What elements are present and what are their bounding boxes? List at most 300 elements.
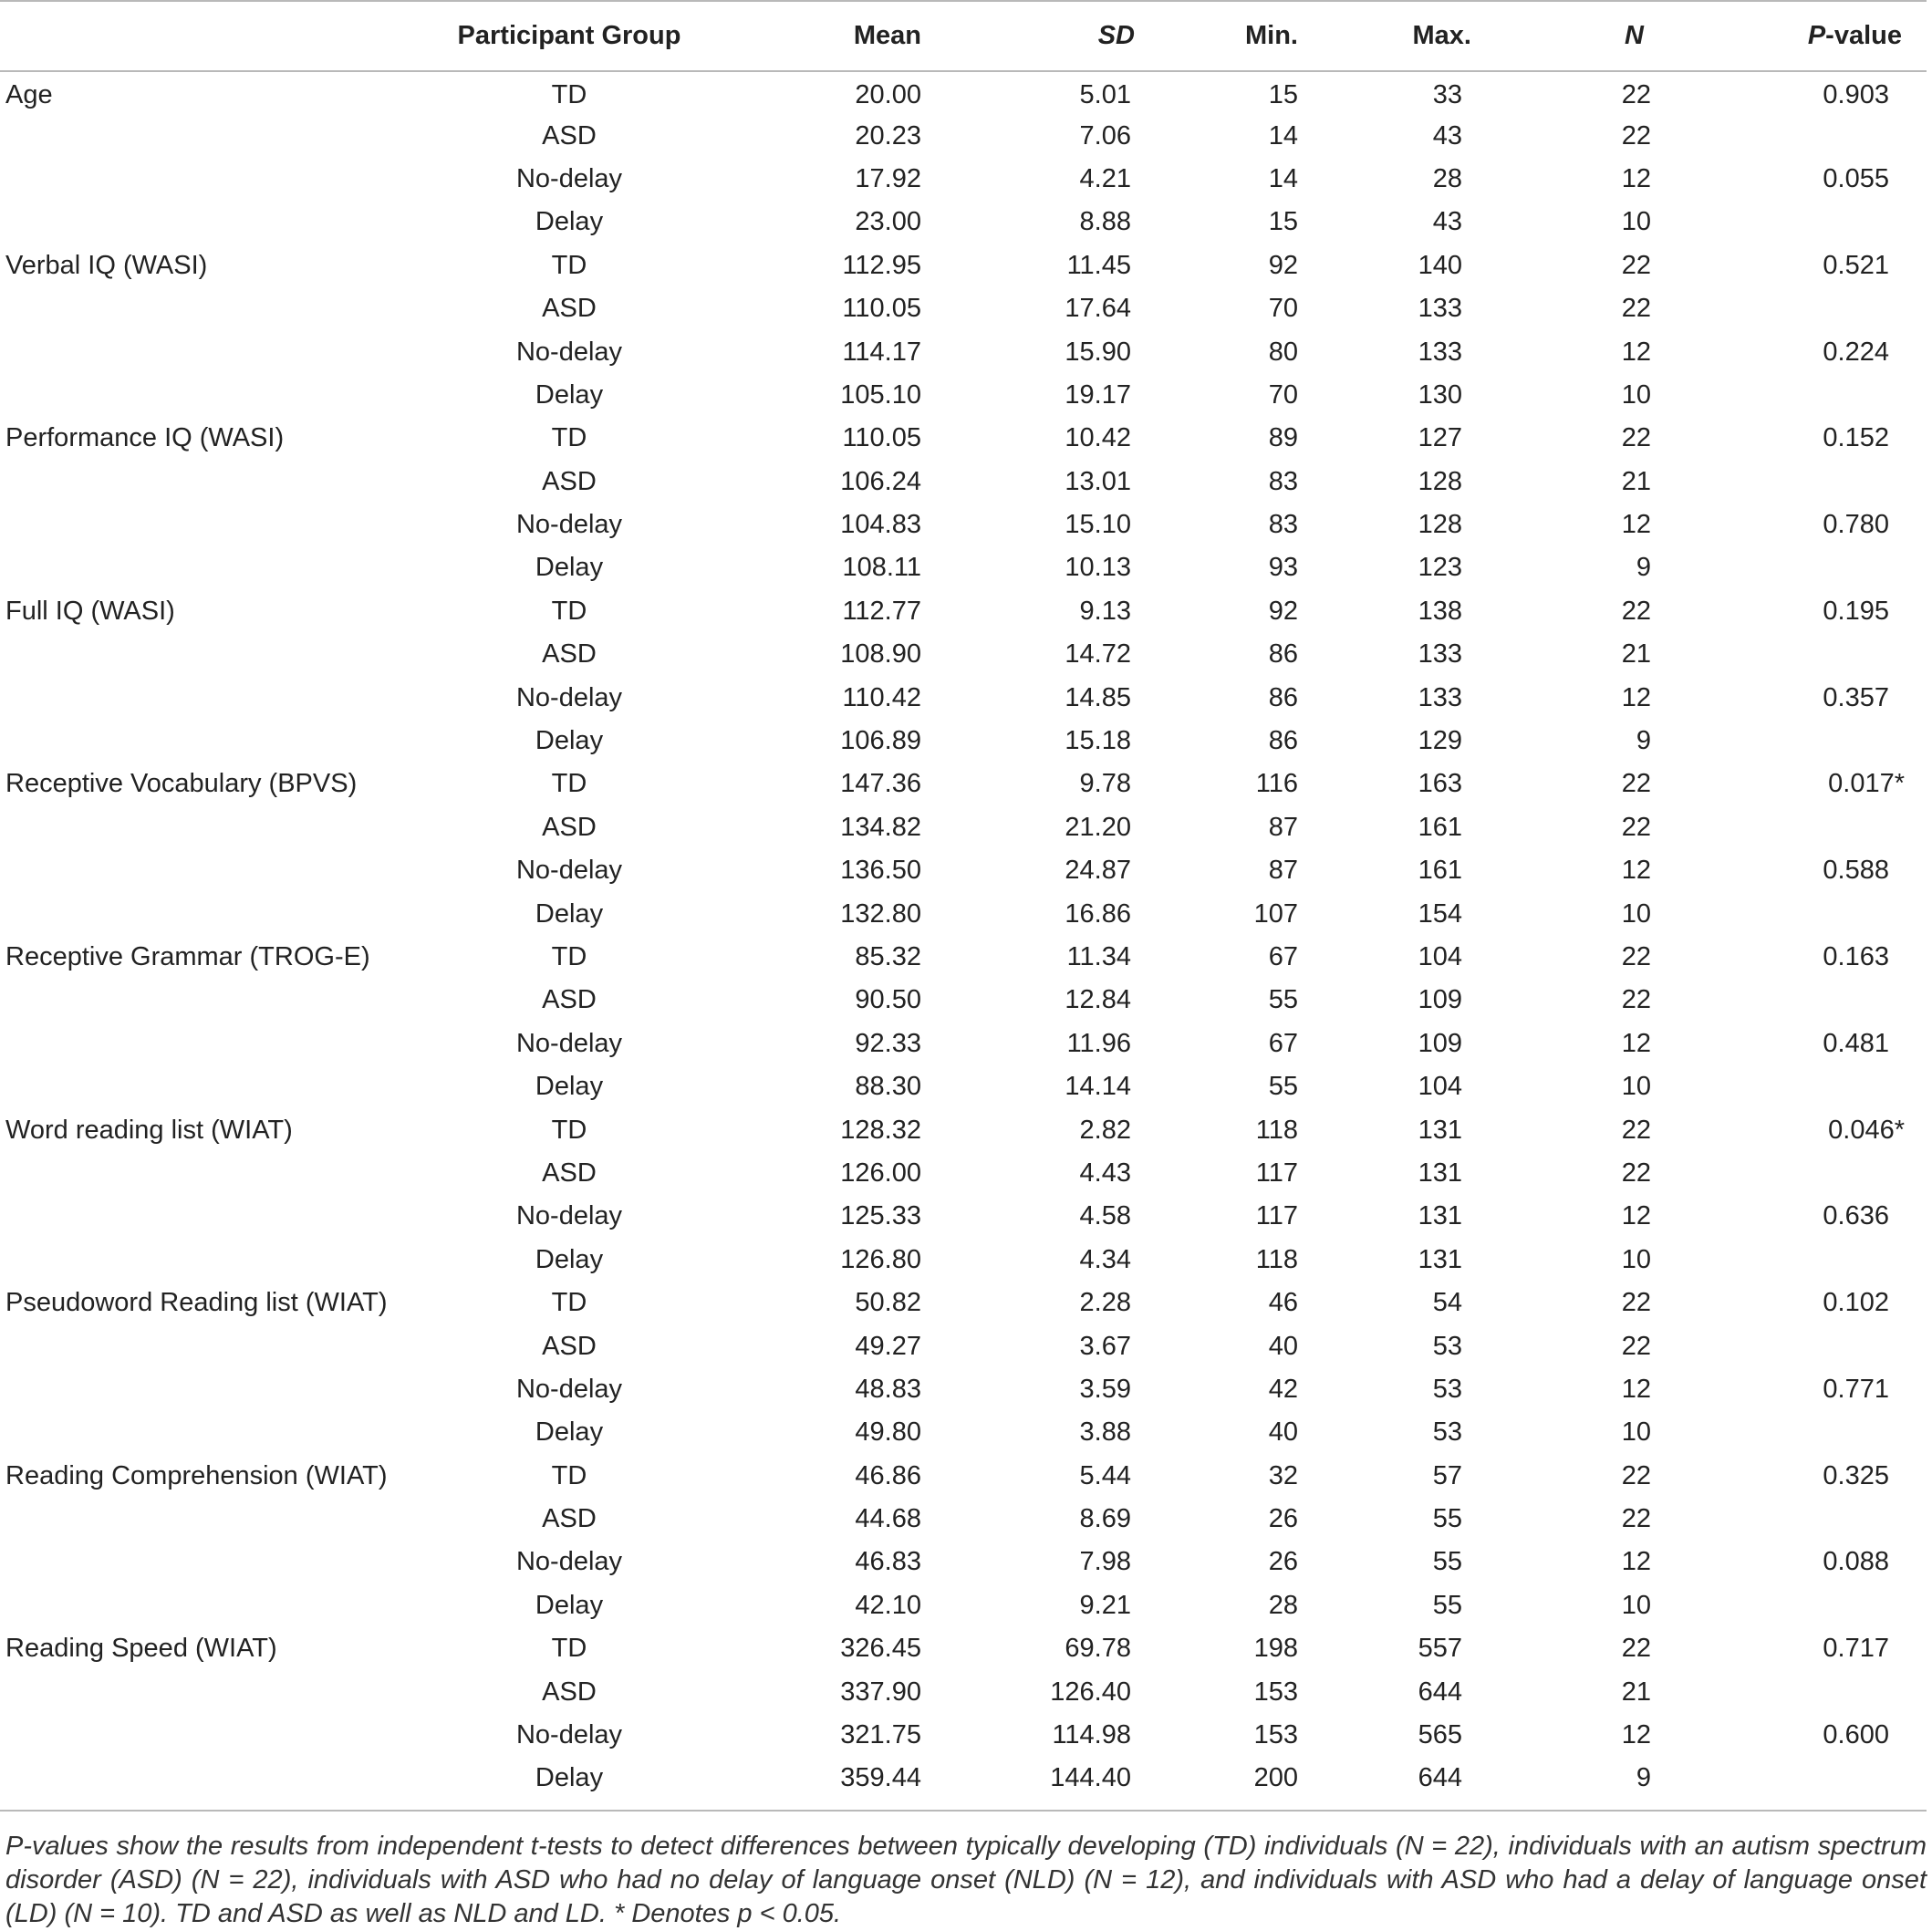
cell-participant-group: Delay bbox=[535, 1072, 604, 1102]
cell-mean: 110.05 bbox=[842, 294, 921, 324]
cell-max: 557 bbox=[1418, 1634, 1462, 1664]
cell-sd: 3.88 bbox=[1079, 1417, 1131, 1448]
table-row bbox=[0, 590, 1927, 633]
cell-sd: 4.43 bbox=[1079, 1158, 1131, 1188]
cell-p-value bbox=[1698, 1411, 1927, 1454]
table-row bbox=[0, 244, 1927, 287]
cell-min: 118 bbox=[1255, 1244, 1298, 1274]
cell-max: 644 bbox=[1418, 1763, 1462, 1793]
table-row bbox=[0, 1065, 1927, 1108]
table-body bbox=[0, 71, 1927, 1801]
cell-min: 32 bbox=[1268, 1460, 1298, 1490]
cell-max: 140 bbox=[1418, 250, 1462, 280]
cell-participant-group: Delay bbox=[535, 379, 604, 410]
table-row bbox=[0, 1455, 1927, 1498]
cell-sd: 15.10 bbox=[1065, 510, 1131, 540]
cell-p-value: 0.152 bbox=[1823, 423, 1889, 453]
cell-p-value: 0.780 bbox=[1823, 510, 1889, 540]
cell-max: 128 bbox=[1418, 466, 1462, 496]
cell-variable bbox=[0, 1195, 383, 1238]
cell-mean: 46.83 bbox=[855, 1547, 921, 1577]
cell-sd: 8.88 bbox=[1079, 207, 1131, 237]
table-row bbox=[0, 1324, 1927, 1367]
table-row bbox=[0, 417, 1927, 460]
cell-max: 138 bbox=[1418, 596, 1462, 626]
cell-mean: 46.86 bbox=[855, 1460, 921, 1490]
cell-max: 123 bbox=[1418, 553, 1462, 583]
cell-p-value bbox=[1698, 892, 1927, 935]
cell-sd: 4.34 bbox=[1079, 1244, 1131, 1274]
cell-p-value: 0.046* bbox=[1828, 1115, 1905, 1145]
table-row bbox=[0, 720, 1927, 763]
cell-sd: 3.59 bbox=[1079, 1374, 1131, 1404]
cell-sd: 2.28 bbox=[1079, 1288, 1131, 1318]
cell-p-value: 0.903 bbox=[1823, 79, 1889, 109]
cell-min: 83 bbox=[1268, 466, 1298, 496]
cell-participant-group: TD bbox=[551, 79, 587, 109]
cell-max: 161 bbox=[1418, 812, 1462, 842]
cell-participant-group: No-delay bbox=[515, 1028, 623, 1058]
cell-n: 22 bbox=[1621, 1158, 1651, 1188]
cell-max: 133 bbox=[1418, 639, 1462, 670]
cell-min: 107 bbox=[1253, 898, 1298, 929]
cell-mean: 108.11 bbox=[842, 553, 921, 583]
cell-participant-group: TD bbox=[551, 250, 587, 280]
cell-n: 10 bbox=[1621, 207, 1651, 237]
cell-min: 15 bbox=[1268, 79, 1298, 109]
cell-sd: 4.58 bbox=[1079, 1201, 1131, 1231]
cell-max: 154 bbox=[1418, 898, 1462, 929]
table-row bbox=[0, 1282, 1927, 1324]
cell-n: 22 bbox=[1621, 1634, 1651, 1664]
cell-participant-group: TD bbox=[551, 1460, 587, 1490]
cell-p-value: 0.088 bbox=[1823, 1547, 1889, 1577]
cell-max: 53 bbox=[1432, 1417, 1462, 1448]
cell-min: 86 bbox=[1268, 726, 1298, 756]
cell-p-value bbox=[1698, 1498, 1927, 1541]
cell-p-value: 0.325 bbox=[1823, 1460, 1889, 1490]
cell-variable: Age bbox=[5, 79, 53, 109]
cell-p-value: 0.163 bbox=[1823, 942, 1889, 971]
cell-participant-group: No-delay bbox=[515, 1201, 623, 1231]
cell-participant-group: No-delay bbox=[515, 1547, 623, 1577]
cell-variable bbox=[0, 1368, 383, 1411]
cell-mean: 17.92 bbox=[855, 163, 921, 193]
cell-min: 83 bbox=[1268, 510, 1298, 540]
cell-p-value bbox=[1698, 979, 1927, 1022]
header-row bbox=[0, 1, 1927, 71]
table-row bbox=[0, 676, 1927, 719]
cell-max: 53 bbox=[1432, 1331, 1462, 1361]
cell-participant-group: TD bbox=[551, 1634, 587, 1664]
header-min: Min. bbox=[1245, 21, 1298, 50]
cell-min: 92 bbox=[1268, 596, 1298, 626]
cell-mean: 337.90 bbox=[840, 1677, 921, 1707]
table-row bbox=[0, 504, 1927, 546]
cell-mean: 126.00 bbox=[840, 1158, 921, 1188]
cell-p-value: 0.636 bbox=[1823, 1201, 1889, 1231]
cell-min: 70 bbox=[1268, 379, 1298, 410]
cell-min: 42 bbox=[1268, 1374, 1298, 1404]
cell-n: 12 bbox=[1621, 1201, 1651, 1231]
cell-n: 10 bbox=[1621, 898, 1651, 929]
table-row bbox=[0, 1152, 1927, 1195]
cell-sd: 24.87 bbox=[1065, 856, 1131, 886]
table-row bbox=[0, 1411, 1927, 1454]
cell-min: 86 bbox=[1268, 639, 1298, 670]
cell-max: 109 bbox=[1418, 985, 1462, 1015]
cell-p-value bbox=[1698, 633, 1927, 676]
cell-min: 116 bbox=[1255, 769, 1298, 799]
table-row bbox=[0, 936, 1927, 979]
table-row bbox=[0, 1195, 1927, 1238]
cell-max: 131 bbox=[1418, 1201, 1462, 1231]
table-row bbox=[0, 1714, 1927, 1757]
header-p-suffix: -value bbox=[1825, 21, 1902, 50]
cell-participant-group: ASD bbox=[542, 466, 597, 496]
cell-variable bbox=[0, 849, 383, 892]
cell-n: 22 bbox=[1621, 423, 1651, 453]
table-row bbox=[0, 892, 1927, 935]
cell-max: 104 bbox=[1418, 1072, 1462, 1102]
cell-variable bbox=[0, 546, 383, 589]
cell-p-value bbox=[1698, 287, 1927, 330]
cell-mean: 44.68 bbox=[855, 1504, 921, 1534]
cell-p-value bbox=[1698, 201, 1927, 244]
cell-variable bbox=[0, 633, 383, 676]
cell-n: 22 bbox=[1621, 812, 1651, 842]
cell-participant-group: ASD bbox=[542, 1504, 597, 1534]
cell-max: 43 bbox=[1432, 207, 1462, 237]
cell-variable bbox=[0, 676, 383, 719]
table-row bbox=[0, 114, 1927, 157]
cell-variable bbox=[0, 806, 383, 849]
header-mean: Mean bbox=[853, 21, 921, 50]
table-row bbox=[0, 1239, 1927, 1282]
cell-p-value bbox=[1698, 1584, 1927, 1627]
cell-participant-group: No-delay bbox=[515, 163, 623, 193]
cell-mean: 90.50 bbox=[855, 985, 921, 1015]
cell-variable: Performance IQ (WASI) bbox=[5, 423, 285, 453]
cell-max: 131 bbox=[1418, 1244, 1462, 1274]
table-row bbox=[0, 461, 1927, 504]
header-p-value bbox=[1698, 1, 1927, 71]
cell-mean: 112.95 bbox=[842, 250, 921, 280]
cell-variable bbox=[0, 1498, 383, 1541]
cell-variable: Full IQ (WASI) bbox=[5, 596, 175, 626]
cell-participant-group: ASD bbox=[542, 1331, 597, 1361]
cell-max: 130 bbox=[1418, 379, 1462, 410]
cell-max: 133 bbox=[1418, 337, 1462, 367]
cell-n: 9 bbox=[1636, 553, 1651, 583]
table-row bbox=[0, 1498, 1927, 1541]
cell-variable bbox=[0, 461, 383, 504]
cell-sd: 17.64 bbox=[1065, 294, 1131, 324]
cell-mean: 20.00 bbox=[855, 79, 921, 109]
cell-min: 14 bbox=[1268, 163, 1298, 193]
cell-p-value: 0.588 bbox=[1823, 856, 1889, 886]
cell-mean: 321.75 bbox=[840, 1720, 921, 1750]
cell-min: 14 bbox=[1268, 120, 1298, 151]
cell-participant-group: TD bbox=[551, 1115, 587, 1145]
cell-n: 12 bbox=[1621, 337, 1651, 367]
cell-participant-group: Delay bbox=[535, 207, 604, 237]
cell-n: 22 bbox=[1621, 1331, 1651, 1361]
cell-min: 40 bbox=[1268, 1331, 1298, 1361]
cell-mean: 88.30 bbox=[855, 1072, 921, 1102]
cell-participant-group: No-delay bbox=[515, 682, 623, 712]
cell-participant-group: ASD bbox=[542, 812, 597, 842]
cell-n: 12 bbox=[1621, 1720, 1651, 1750]
cell-p-value: 0.717 bbox=[1823, 1634, 1889, 1664]
cell-mean: 134.82 bbox=[840, 812, 921, 842]
cell-min: 55 bbox=[1268, 985, 1298, 1015]
cell-variable bbox=[0, 330, 383, 373]
cell-p-value bbox=[1698, 1757, 1927, 1800]
cell-min: 26 bbox=[1268, 1547, 1298, 1577]
cell-participant-group: TD bbox=[551, 423, 587, 453]
table-row bbox=[0, 374, 1927, 417]
cell-n: 22 bbox=[1621, 985, 1651, 1015]
cell-variable bbox=[0, 1239, 383, 1282]
cell-max: 163 bbox=[1418, 769, 1462, 799]
cell-variable: Pseudoword Reading list (WIAT) bbox=[5, 1288, 388, 1318]
cell-participant-group: No-delay bbox=[515, 1720, 623, 1750]
table-header bbox=[0, 1, 1927, 71]
cell-p-value: 0.600 bbox=[1823, 1720, 1889, 1750]
cell-n: 10 bbox=[1621, 1590, 1651, 1620]
cell-p-value: 0.017* bbox=[1828, 769, 1905, 799]
cell-min: 93 bbox=[1268, 553, 1298, 583]
cell-n: 22 bbox=[1621, 769, 1651, 799]
header-n: N bbox=[1625, 21, 1644, 50]
cell-sd: 7.98 bbox=[1079, 1547, 1131, 1577]
cell-mean: 20.23 bbox=[855, 120, 921, 151]
cell-max: 55 bbox=[1432, 1504, 1462, 1534]
cell-sd: 144.40 bbox=[1050, 1763, 1131, 1793]
cell-sd: 15.90 bbox=[1065, 337, 1131, 367]
cell-max: 109 bbox=[1418, 1028, 1462, 1058]
cell-mean: 106.24 bbox=[840, 466, 921, 496]
cell-n: 22 bbox=[1621, 120, 1651, 151]
cell-mean: 92.33 bbox=[855, 1028, 921, 1058]
cell-participant-group: No-delay bbox=[515, 510, 623, 540]
cell-n: 22 bbox=[1621, 294, 1651, 324]
cell-participant-group: Delay bbox=[535, 1763, 604, 1793]
cell-min: 86 bbox=[1268, 682, 1298, 712]
cell-mean: 50.82 bbox=[855, 1288, 921, 1318]
cell-variable bbox=[0, 287, 383, 330]
cell-min: 118 bbox=[1255, 1115, 1298, 1145]
cell-participant-group: ASD bbox=[542, 639, 597, 670]
table-row bbox=[0, 1670, 1927, 1713]
cell-n: 12 bbox=[1621, 856, 1651, 886]
cell-variable bbox=[0, 504, 383, 546]
cell-mean: 136.50 bbox=[840, 856, 921, 886]
cell-p-value: 0.055 bbox=[1823, 163, 1889, 193]
cell-mean: 359.44 bbox=[840, 1763, 921, 1793]
cell-n: 10 bbox=[1621, 1072, 1651, 1102]
cell-min: 92 bbox=[1268, 250, 1298, 280]
cell-p-value bbox=[1698, 720, 1927, 763]
cell-p-value bbox=[1698, 1670, 1927, 1713]
cell-n: 22 bbox=[1621, 1460, 1651, 1490]
cell-variable bbox=[0, 892, 383, 935]
cell-min: 153 bbox=[1253, 1720, 1298, 1750]
cell-participant-group: ASD bbox=[542, 1677, 597, 1707]
cell-min: 87 bbox=[1268, 812, 1298, 842]
table-row bbox=[0, 330, 1927, 373]
cell-mean: 104.83 bbox=[840, 510, 921, 540]
table-row bbox=[0, 1757, 1927, 1800]
table-row bbox=[0, 849, 1927, 892]
cell-variable bbox=[0, 720, 383, 763]
cell-max: 161 bbox=[1418, 856, 1462, 886]
cell-variable: Reading Comprehension (WIAT) bbox=[5, 1460, 388, 1490]
cell-sd: 126.40 bbox=[1050, 1677, 1131, 1707]
cell-sd: 69.78 bbox=[1065, 1634, 1131, 1664]
cell-n: 21 bbox=[1621, 466, 1651, 496]
cell-max: 33 bbox=[1432, 79, 1462, 109]
cell-sd: 5.01 bbox=[1079, 79, 1131, 109]
cell-sd: 21.20 bbox=[1065, 812, 1131, 842]
cell-p-value: 0.481 bbox=[1823, 1028, 1889, 1058]
cell-min: 40 bbox=[1268, 1417, 1298, 1448]
cell-variable bbox=[0, 1152, 383, 1195]
cell-p-value bbox=[1698, 114, 1927, 157]
table-row bbox=[0, 158, 1927, 201]
cell-max: 28 bbox=[1432, 163, 1462, 193]
cell-variable bbox=[0, 158, 383, 201]
cell-p-value bbox=[1698, 1152, 1927, 1195]
cell-participant-group: Delay bbox=[535, 726, 604, 756]
cell-mean: 326.45 bbox=[840, 1634, 921, 1664]
cell-min: 70 bbox=[1268, 294, 1298, 324]
cell-sd: 3.67 bbox=[1079, 1331, 1131, 1361]
cell-variable bbox=[0, 1757, 383, 1800]
cell-n: 22 bbox=[1621, 250, 1651, 280]
cell-p-value bbox=[1698, 546, 1927, 589]
cell-min: 28 bbox=[1268, 1590, 1298, 1620]
cell-mean: 85.32 bbox=[855, 942, 921, 971]
cell-mean: 42.10 bbox=[855, 1590, 921, 1620]
cell-n: 10 bbox=[1621, 1244, 1651, 1274]
header-sd: SD bbox=[1097, 21, 1135, 50]
cell-min: 117 bbox=[1255, 1201, 1298, 1231]
table-row bbox=[0, 1627, 1927, 1670]
table-row bbox=[0, 201, 1927, 244]
cell-participant-group: Delay bbox=[535, 898, 604, 929]
cell-min: 89 bbox=[1268, 423, 1298, 453]
cell-p-value bbox=[1698, 806, 1927, 849]
cell-variable: Verbal IQ (WASI) bbox=[5, 250, 208, 280]
cell-variable bbox=[0, 1324, 383, 1367]
cell-n: 12 bbox=[1621, 1547, 1651, 1577]
cell-min: 80 bbox=[1268, 337, 1298, 367]
cell-participant-group: TD bbox=[551, 1288, 587, 1318]
cell-participant-group: TD bbox=[551, 942, 587, 971]
cell-n: 10 bbox=[1621, 1417, 1651, 1448]
cell-min: 67 bbox=[1268, 1028, 1298, 1058]
cell-n: 22 bbox=[1621, 1288, 1651, 1318]
cell-variable: Reading Speed (WIAT) bbox=[5, 1634, 277, 1664]
cell-max: 131 bbox=[1418, 1115, 1462, 1145]
cell-p-value: 0.102 bbox=[1823, 1288, 1889, 1318]
cell-max: 129 bbox=[1418, 726, 1462, 756]
cell-mean: 132.80 bbox=[840, 898, 921, 929]
cell-max: 644 bbox=[1418, 1677, 1462, 1707]
table-row bbox=[0, 1584, 1927, 1627]
cell-p-value bbox=[1698, 1239, 1927, 1282]
table-row bbox=[0, 633, 1927, 676]
cell-n: 22 bbox=[1621, 1115, 1651, 1145]
cell-max: 55 bbox=[1432, 1547, 1462, 1577]
cell-participant-group: ASD bbox=[542, 1158, 597, 1188]
cell-sd: 12.84 bbox=[1065, 985, 1131, 1015]
cell-p-value: 0.771 bbox=[1823, 1374, 1889, 1404]
cell-min: 46 bbox=[1268, 1288, 1298, 1318]
cell-participant-group: Delay bbox=[535, 1244, 604, 1274]
cell-variable bbox=[0, 1584, 383, 1627]
cell-sd: 11.96 bbox=[1066, 1028, 1131, 1058]
cell-mean: 126.80 bbox=[840, 1244, 921, 1274]
cell-n: 12 bbox=[1621, 1374, 1651, 1404]
cell-participant-group: Delay bbox=[535, 1417, 604, 1448]
cell-variable bbox=[0, 979, 383, 1022]
cell-mean: 112.77 bbox=[842, 596, 921, 626]
cell-max: 104 bbox=[1418, 942, 1462, 971]
cell-sd: 14.72 bbox=[1065, 639, 1131, 670]
cell-n: 12 bbox=[1621, 163, 1651, 193]
cell-participant-group: Delay bbox=[535, 553, 604, 583]
cell-n: 9 bbox=[1636, 726, 1651, 756]
cell-min: 87 bbox=[1268, 856, 1298, 886]
cell-mean: 125.33 bbox=[840, 1201, 921, 1231]
cell-mean: 114.17 bbox=[842, 337, 921, 367]
cell-variable bbox=[0, 1541, 383, 1583]
cell-mean: 23.00 bbox=[855, 207, 921, 237]
cell-sd: 10.13 bbox=[1065, 553, 1131, 583]
cell-variable: Receptive Grammar (TROG-E) bbox=[5, 942, 370, 971]
header-max: Max. bbox=[1412, 21, 1471, 50]
cell-sd: 13.01 bbox=[1065, 466, 1131, 496]
cell-n: 21 bbox=[1621, 1677, 1651, 1707]
cell-sd: 15.18 bbox=[1065, 726, 1131, 756]
header-participant-group: Participant Group bbox=[457, 21, 681, 50]
cell-participant-group: No-delay bbox=[515, 1374, 623, 1404]
cell-max: 43 bbox=[1432, 120, 1462, 151]
cell-participant-group: TD bbox=[551, 769, 587, 799]
cell-variable: Word reading list (WIAT) bbox=[5, 1115, 293, 1145]
header-p-letter: P bbox=[1807, 21, 1826, 50]
cell-participant-group: TD bbox=[551, 596, 587, 626]
cell-n: 12 bbox=[1621, 510, 1651, 540]
cell-variable bbox=[0, 201, 383, 244]
cell-variable bbox=[0, 1023, 383, 1065]
cell-max: 565 bbox=[1418, 1720, 1462, 1750]
cell-max: 133 bbox=[1418, 682, 1462, 712]
cell-n: 21 bbox=[1621, 639, 1651, 670]
cell-mean: 110.42 bbox=[842, 682, 921, 712]
cell-p-value: 0.521 bbox=[1823, 250, 1889, 280]
cell-variable bbox=[0, 1411, 383, 1454]
cell-max: 57 bbox=[1432, 1460, 1462, 1490]
cell-min: 67 bbox=[1268, 942, 1298, 971]
table-row bbox=[0, 546, 1927, 589]
cell-participant-group: ASD bbox=[542, 294, 597, 324]
cell-n: 22 bbox=[1621, 1504, 1651, 1534]
cell-participant-group: Delay bbox=[535, 1590, 604, 1620]
